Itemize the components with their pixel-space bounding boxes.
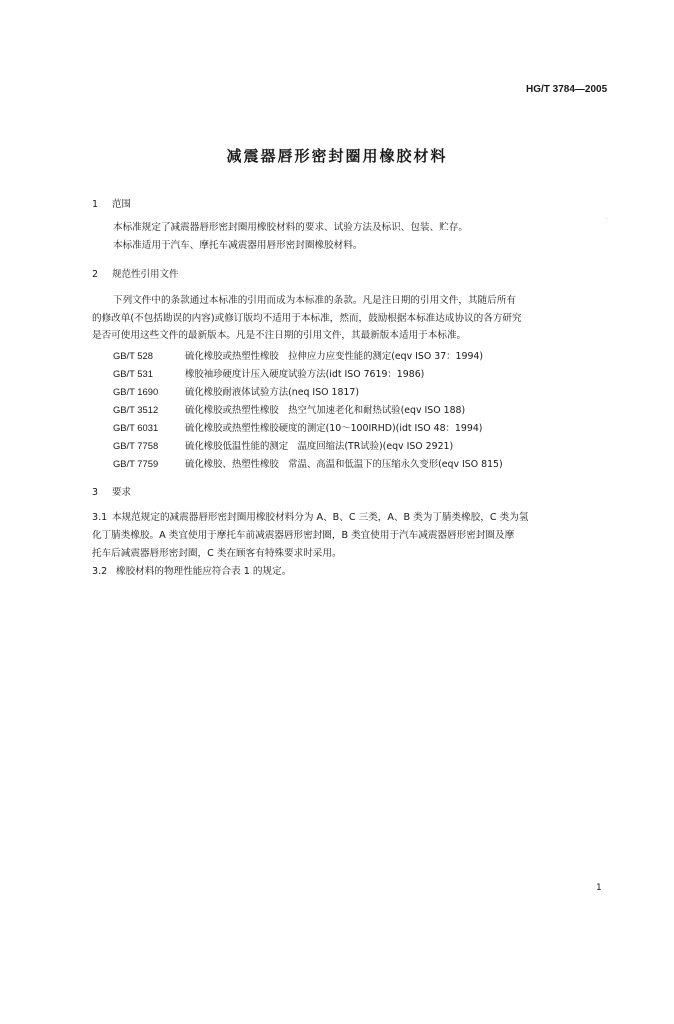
clause-3-2	[92, 563, 291, 580]
reference-title: 硫化橡胶或热塑性橡胶 热空气加速老化和耐热试验(eqv ISO 188)	[185, 405, 466, 416]
reference-title: 硫化橡胶或热塑性橡胶 拉伸应力应变性能的测定(eqv ISO 37：1994)	[185, 351, 484, 362]
section-number: 3	[92, 487, 99, 498]
clause-3-1-line-1	[92, 509, 528, 526]
reference-code: GB/T 7758	[113, 440, 159, 451]
page-number: 1	[596, 883, 602, 893]
reference-item	[113, 402, 465, 416]
section-2-intro-line-2: 的修改单(不包括勘误的内容)或修订版均不适用于本标准，然而，鼓励根据本标准达成协议的各方研究	[92, 313, 522, 324]
reference-item	[113, 456, 503, 470]
reference-title: 硫化橡胶低温性能的测定 温度回缩法(TR试验)(eqv ISO 2921)	[185, 441, 454, 452]
clause-text: 橡胶材料的物理性能应符合表 1 的规定。	[116, 566, 292, 577]
reference-code: GB/T 528	[113, 350, 153, 361]
section-title: 规范性引用文件	[112, 269, 179, 280]
standard-number: HG/T 3784—2005	[526, 84, 608, 95]
section-title: 要求	[112, 487, 132, 498]
reference-title: 硫化橡胶、热塑性橡胶 常温、高温和低温下的压缩永久变形(eqv ISO 815)	[185, 459, 503, 470]
reference-code: GB/T 1690	[113, 386, 159, 397]
reference-code: GB/T 7759	[113, 458, 159, 469]
reference-item	[113, 420, 482, 434]
clause-3-1-line-2: 化丁腈类橡胶。A 类宜使用于摩托车前减震器唇形密封圈，B 类宜使用于汽车减震器唇形密封圈及摩	[92, 530, 515, 541]
section-1-paragraph-2: 本标准适用于汽车、摩托车减震器用唇形密封圈橡胶材料。	[113, 240, 363, 251]
reference-code: GB/T 3512	[113, 404, 159, 415]
reference-code: GB/T 531	[113, 368, 153, 379]
section-number: 1	[92, 199, 99, 210]
clause-3-1-line-3: 托车后减震器唇形密封圈，C 类在顾客有特殊要求时采用。	[92, 548, 342, 559]
scan-speck: ·	[606, 216, 608, 223]
reference-item	[113, 366, 424, 380]
section-2-intro-line-3: 是否可使用这些文件的最新版本。凡是不注日期的引用文件，其最新版本适用于本标准。	[92, 330, 467, 341]
section-1-paragraph-1: 本标准规定了减震器唇形密封圈用橡胶材料的要求、试验方法及标识、包装、贮存。	[113, 222, 468, 233]
reference-item	[113, 348, 483, 362]
document-title: 减震器唇形密封圈用橡胶材料	[226, 147, 448, 165]
reference-item	[113, 438, 453, 452]
reference-title: 橡胶袖珍硬度计压入硬度试验方法(idt ISO 7619：1986)	[185, 369, 425, 380]
section-3-heading	[92, 484, 131, 498]
section-number: 2	[92, 269, 99, 280]
section-title: 范围	[112, 199, 132, 210]
reference-title: 硫化橡胶耐液体试验方法(neq ISO 1817)	[185, 387, 360, 398]
reference-code: GB/T 6031	[113, 422, 159, 433]
clause-number: 3.2	[92, 566, 108, 577]
section-1-heading	[92, 196, 131, 210]
reference-title: 硫化橡胶或热塑性橡胶硬度的测定(10～100IRHD)(idt ISO 48：1994)	[185, 423, 483, 434]
section-2-intro-line-1: 下列文件中的条款通过本标准的引用而成为本标准的条款。凡是注日期的引用文件，其随后所有	[113, 295, 516, 306]
clause-text: 本规范规定的减震器唇形密封圈用橡胶材料分为 A、B、C 三类，A、B 类为丁腈类橡胶，C 类为氢	[112, 512, 529, 523]
clause-number: 3.1	[92, 512, 108, 523]
section-2-heading	[92, 266, 179, 280]
reference-item	[113, 384, 359, 398]
